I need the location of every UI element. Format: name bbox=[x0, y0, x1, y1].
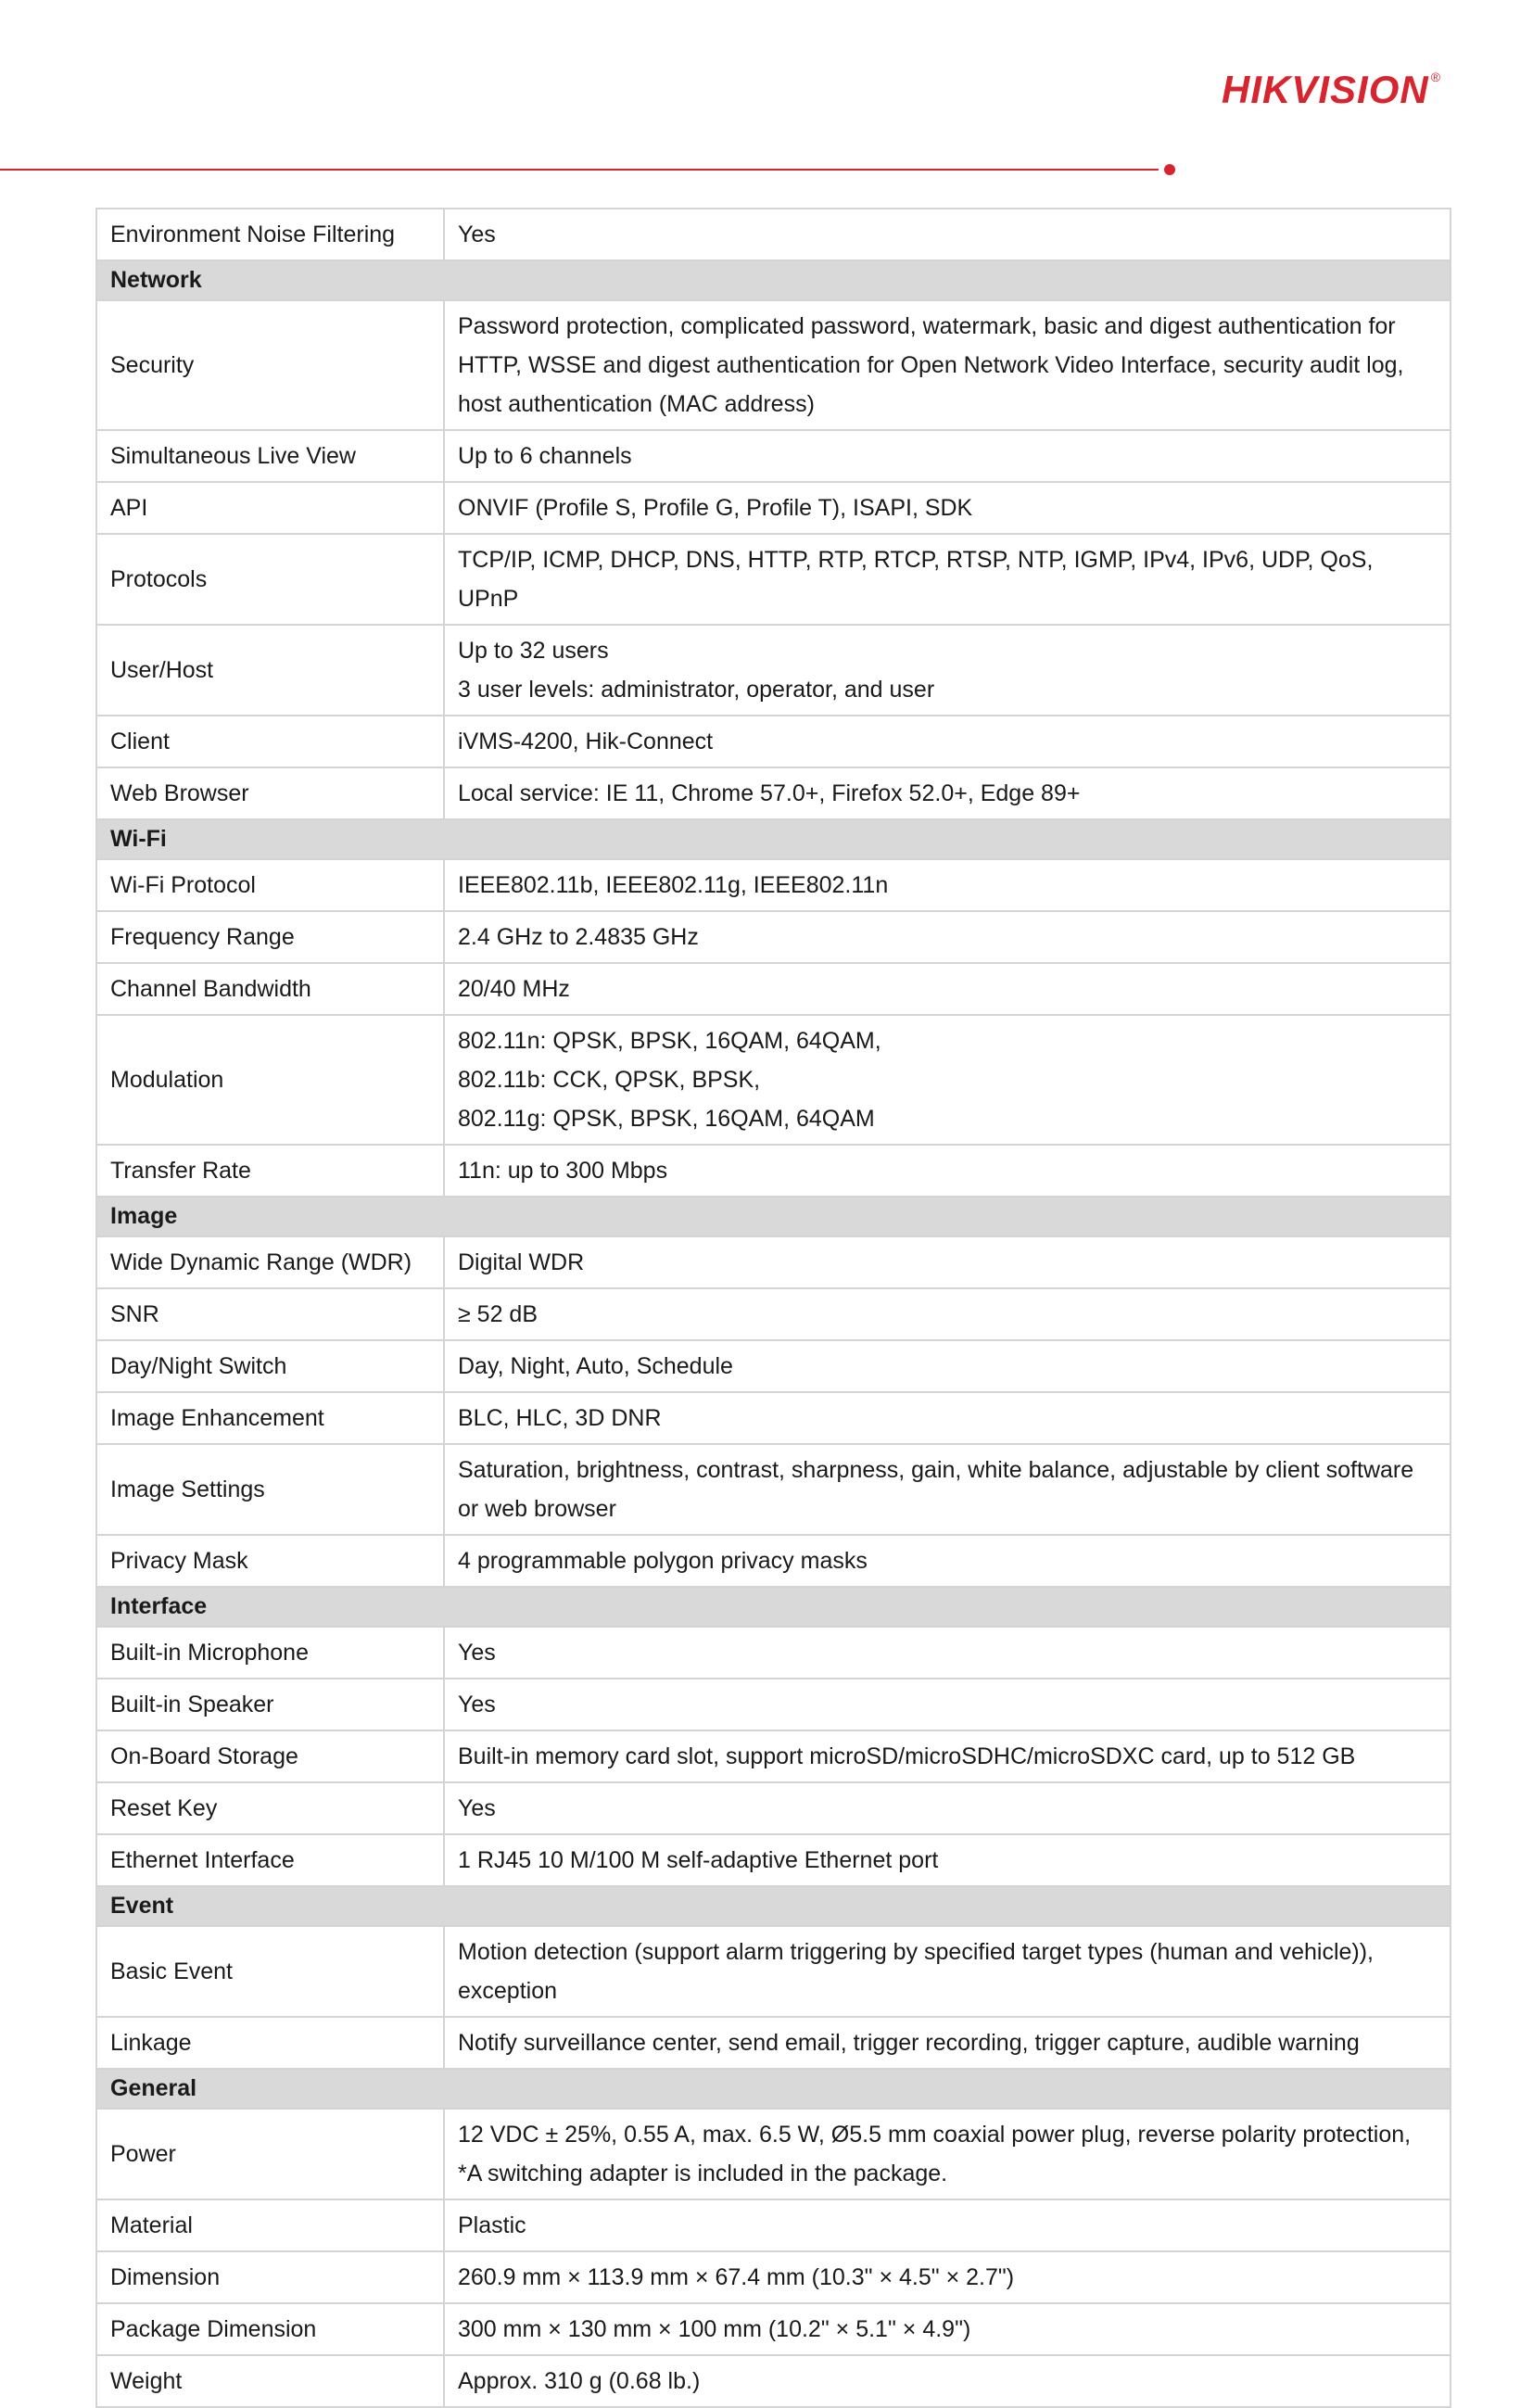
spec-value bbox=[444, 1730, 1451, 1782]
spec-row bbox=[96, 430, 1451, 482]
spec-row bbox=[96, 859, 1451, 911]
hikvision-logo bbox=[1222, 70, 1441, 109]
spec-row bbox=[96, 1834, 1451, 1886]
spec-value-line: ONVIF (Profile S, Profile G, Profile T), ISAPI, SDK bbox=[458, 495, 973, 521]
spec-row bbox=[96, 625, 1451, 716]
spec-label: Frequency Range bbox=[96, 911, 444, 963]
spec-value bbox=[444, 1392, 1451, 1444]
spec-label: Weight bbox=[96, 2355, 444, 2407]
spec-value-line: Saturation, brightness, contrast, sharpness, gain, white balance, adjustable by client software or web browser bbox=[458, 1457, 1414, 1522]
section-header-row bbox=[96, 2069, 1451, 2109]
spec-value-line: Yes bbox=[458, 1692, 496, 1717]
spec-row bbox=[96, 963, 1451, 1015]
spec-value-line: Yes bbox=[458, 1640, 496, 1666]
section-title: Event bbox=[96, 1886, 1451, 1926]
spec-value-line: Day, Night, Auto, Schedule bbox=[458, 1353, 733, 1379]
spec-value bbox=[444, 430, 1451, 482]
spec-row bbox=[96, 1535, 1451, 1587]
spec-label: Power bbox=[96, 2109, 444, 2199]
spec-value-line: Approx. 310 g (0.68 lb.) bbox=[458, 2368, 701, 2394]
spec-label: Ethernet Interface bbox=[96, 1834, 444, 1886]
spec-value-line: Local service: IE 11, Chrome 57.0+, Firefox 52.0+, Edge 89+ bbox=[458, 780, 1081, 806]
spec-row bbox=[96, 911, 1451, 963]
spec-value-line: 260.9 mm × 113.9 mm × 67.4 mm (10.3" × 4.5" × 2.7") bbox=[458, 2264, 1015, 2290]
spec-row bbox=[96, 2017, 1451, 2069]
spec-label: User/Host bbox=[96, 625, 444, 716]
spec-value-line: TCP/IP, ICMP, DHCP, DNS, HTTP, RTP, RTCP, RTSP, NTP, IGMP, IPv4, IPv6, UDP, QoS, UPnP bbox=[458, 547, 1374, 612]
section-title: Network bbox=[96, 260, 1451, 300]
spec-value-line: Up to 6 channels bbox=[458, 443, 632, 469]
spec-value bbox=[444, 2303, 1451, 2355]
spec-row bbox=[96, 534, 1451, 625]
spec-row bbox=[96, 1679, 1451, 1730]
spec-value bbox=[444, 1627, 1451, 1679]
spec-label: Environment Noise Filtering bbox=[96, 209, 444, 260]
spec-row bbox=[96, 2303, 1451, 2355]
spec-label: Protocols bbox=[96, 534, 444, 625]
spec-value bbox=[444, 1535, 1451, 1587]
spec-value bbox=[444, 625, 1451, 716]
spec-value-line: 11n: up to 300 Mbps bbox=[458, 1158, 668, 1184]
spec-value bbox=[444, 1834, 1451, 1886]
spec-row bbox=[96, 1782, 1451, 1834]
spec-label: Simultaneous Live View bbox=[96, 430, 444, 482]
section-header-row bbox=[96, 1197, 1451, 1236]
spec-value bbox=[444, 1288, 1451, 1340]
spec-value-line: 300 mm × 130 mm × 100 mm (10.2" × 5.1" × 4.9") bbox=[458, 2316, 971, 2342]
spec-row bbox=[96, 1340, 1451, 1392]
spec-value bbox=[444, 963, 1451, 1015]
spec-row bbox=[96, 1444, 1451, 1535]
spec-row bbox=[96, 300, 1451, 430]
spec-value-line: iVMS-4200, Hik-Connect bbox=[458, 729, 714, 754]
spec-row bbox=[96, 2355, 1451, 2407]
spec-value-line: 802.11n: QPSK, BPSK, 16QAM, 64QAM, bbox=[458, 1028, 881, 1054]
spec-label: Web Browser bbox=[96, 767, 444, 819]
spec-label: Day/Night Switch bbox=[96, 1340, 444, 1392]
section-header-row bbox=[96, 819, 1451, 859]
spec-table-body bbox=[96, 209, 1451, 2407]
spec-value bbox=[444, 300, 1451, 430]
spec-label: Basic Event bbox=[96, 1926, 444, 2017]
spec-label: Package Dimension bbox=[96, 2303, 444, 2355]
spec-value bbox=[444, 1444, 1451, 1535]
spec-label: Wi-Fi Protocol bbox=[96, 859, 444, 911]
spec-value-line: Up to 32 users bbox=[458, 638, 609, 664]
spec-value bbox=[444, 2199, 1451, 2251]
spec-value bbox=[444, 1926, 1451, 2017]
spec-table bbox=[95, 208, 1451, 2408]
spec-value-line: Motion detection (support alarm triggering by specified target types (human and vehicle)), exception bbox=[458, 1939, 1375, 2004]
spec-value-line: 4 programmable polygon privacy masks bbox=[458, 1548, 868, 1574]
spec-label: Built-in Microphone bbox=[96, 1627, 444, 1679]
spec-value-line: 20/40 MHz bbox=[458, 976, 570, 1002]
section-header-row bbox=[96, 260, 1451, 300]
spec-row bbox=[96, 2251, 1451, 2303]
spec-row bbox=[96, 1015, 1451, 1145]
registered-mark: ® bbox=[1430, 70, 1442, 84]
spec-value bbox=[444, 2017, 1451, 2069]
spec-value bbox=[444, 534, 1451, 625]
spec-value bbox=[444, 1015, 1451, 1145]
spec-value-line: Digital WDR bbox=[458, 1249, 585, 1275]
spec-value bbox=[444, 1679, 1451, 1730]
spec-label: Security bbox=[96, 300, 444, 430]
spec-row bbox=[96, 1926, 1451, 2017]
spec-label: On-Board Storage bbox=[96, 1730, 444, 1782]
spec-value-line: Notify surveillance center, send email, trigger recording, trigger capture, audible warning bbox=[458, 2030, 1360, 2056]
spec-value-line: 3 user levels: administrator, operator, and user bbox=[458, 677, 935, 703]
spec-value-line: ≥ 52 dB bbox=[458, 1301, 538, 1327]
spec-value bbox=[444, 1340, 1451, 1392]
spec-value bbox=[444, 716, 1451, 767]
spec-value bbox=[444, 767, 1451, 819]
spec-row bbox=[96, 2199, 1451, 2251]
spec-row bbox=[96, 716, 1451, 767]
spec-value bbox=[444, 2355, 1451, 2407]
spec-row bbox=[96, 1730, 1451, 1782]
spec-value-line: IEEE802.11b, IEEE802.11g, IEEE802.11n bbox=[458, 872, 889, 898]
spec-value bbox=[444, 209, 1451, 260]
spec-value bbox=[444, 1782, 1451, 1834]
spec-value-line: Yes bbox=[458, 1795, 496, 1821]
spec-label: SNR bbox=[96, 1288, 444, 1340]
spec-row bbox=[96, 1392, 1451, 1444]
spec-label: Image Enhancement bbox=[96, 1392, 444, 1444]
spec-value bbox=[444, 482, 1451, 534]
spec-row bbox=[96, 482, 1451, 534]
spec-value-line: 12 VDC ± 25%, 0.55 A, max. 6.5 W, Ø5.5 mm coaxial power plug, reverse polarity protection, bbox=[458, 2122, 1412, 2148]
spec-row bbox=[96, 1236, 1451, 1288]
spec-label: Client bbox=[96, 716, 444, 767]
spec-row bbox=[96, 209, 1451, 260]
spec-row bbox=[96, 1627, 1451, 1679]
section-header-row bbox=[96, 1587, 1451, 1627]
spec-value bbox=[444, 859, 1451, 911]
spec-value-line: Plastic bbox=[458, 2212, 526, 2238]
section-title: Interface bbox=[96, 1587, 1451, 1627]
spec-label: Modulation bbox=[96, 1015, 444, 1145]
spec-label: Transfer Rate bbox=[96, 1145, 444, 1197]
spec-label: Linkage bbox=[96, 2017, 444, 2069]
spec-value bbox=[444, 911, 1451, 963]
spec-value-line: 2.4 GHz to 2.4835 GHz bbox=[458, 924, 699, 950]
section-title: General bbox=[96, 2069, 1451, 2109]
spec-row bbox=[96, 2109, 1451, 2199]
spec-label: API bbox=[96, 482, 444, 534]
spec-label: Built-in Speaker bbox=[96, 1679, 444, 1730]
section-header-row bbox=[96, 1886, 1451, 1926]
spec-value bbox=[444, 2251, 1451, 2303]
spec-label: Privacy Mask bbox=[96, 1535, 444, 1587]
spec-row bbox=[96, 1145, 1451, 1197]
spec-value-line: Built-in memory card slot, support microSD/microSDHC/microSDXC card, up to 512 GB bbox=[458, 1743, 1356, 1769]
spec-label: Dimension bbox=[96, 2251, 444, 2303]
spec-value-line: Yes bbox=[458, 222, 496, 247]
logo-text: HIKVISION bbox=[1222, 68, 1429, 111]
section-title: Wi-Fi bbox=[96, 819, 1451, 859]
spec-label: Image Settings bbox=[96, 1444, 444, 1535]
header-divider bbox=[0, 169, 1159, 171]
spec-value-line: 1 RJ45 10 M/100 M self-adaptive Ethernet port bbox=[458, 1847, 939, 1873]
spec-row bbox=[96, 1288, 1451, 1340]
spec-value-line: BLC, HLC, 3D DNR bbox=[458, 1405, 662, 1431]
spec-row bbox=[96, 767, 1451, 819]
header-divider-dot bbox=[1164, 164, 1175, 175]
spec-value-line: *A switching adapter is included in the package. bbox=[458, 2161, 948, 2186]
spec-label: Reset Key bbox=[96, 1782, 444, 1834]
spec-label: Material bbox=[96, 2199, 444, 2251]
spec-value bbox=[444, 1236, 1451, 1288]
spec-label: Wide Dynamic Range (WDR) bbox=[96, 1236, 444, 1288]
spec-value-line: 802.11g: QPSK, BPSK, 16QAM, 64QAM bbox=[458, 1106, 875, 1132]
spec-label: Channel Bandwidth bbox=[96, 963, 444, 1015]
spec-value-line: Password protection, complicated password, watermark, basic and digest authentication for HTTP, WSSE and digest authentication for Open Network Video Interface, security audit log, host authentication (MAC address) bbox=[458, 313, 1404, 417]
spec-value bbox=[444, 2109, 1451, 2199]
spec-value-line: 802.11b: CCK, QPSK, BPSK, bbox=[458, 1067, 761, 1093]
spec-value bbox=[444, 1145, 1451, 1197]
section-title: Image bbox=[96, 1197, 1451, 1236]
